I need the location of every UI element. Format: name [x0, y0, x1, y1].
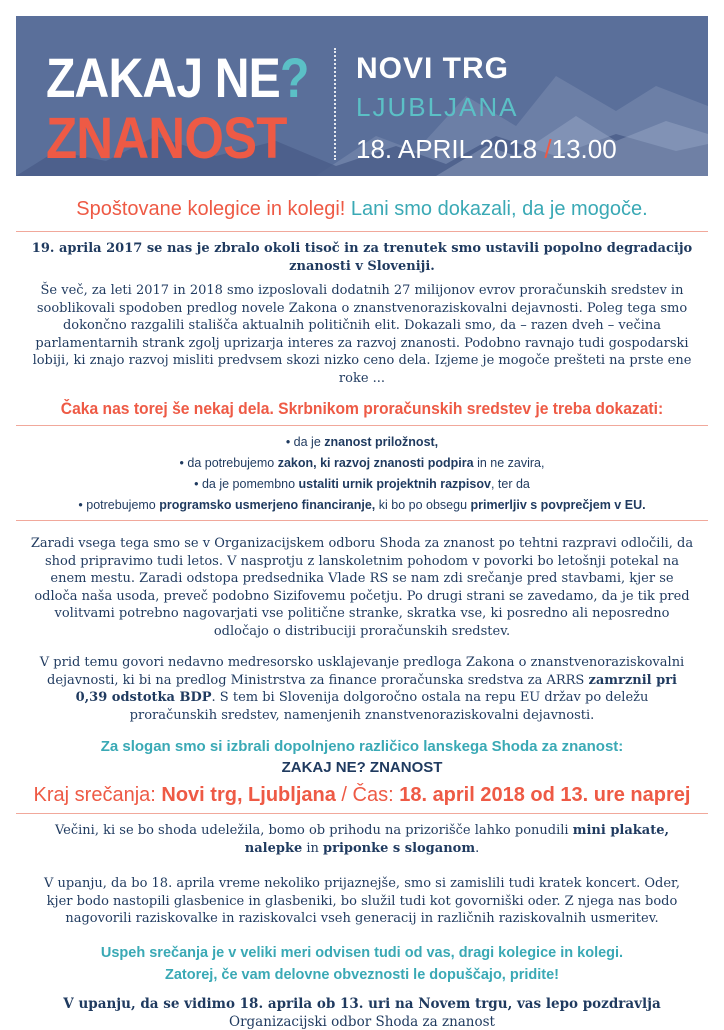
- list-item: • da potrebujemo zakon, ki razvoj znanosti podpira in ne zavira,: [179, 456, 545, 470]
- logo-znanost: ZNANOST: [46, 106, 287, 171]
- lead-paragraph: 19. aprila 2017 se nas je zbralo okoli tisoč in za trenutek smo ustavili popolno degradacijo znanosti v Sloveniji.: [31, 241, 693, 274]
- event-datetime: 18. APRIL 2018 /13.00: [356, 134, 617, 164]
- closing-appeal: [0, 942, 724, 986]
- divider: [16, 425, 708, 426]
- logo-zakaj-ne: ZAKAJ NE?: [46, 46, 309, 109]
- list-item: • da je pomembno ustaliti urnik projektnih razpisov, ter da: [194, 477, 530, 491]
- list-item: • potrebujemo programsko usmerjeno financiranje, ki bo po obsegu primerljiv s povprečjem v EU.: [78, 498, 646, 512]
- header-banner: [16, 16, 708, 176]
- appeal-line: Zatorej, če vam delovne obveznosti le dopuščajo, pridite!: [164, 966, 559, 983]
- closing-greeting: V upanju, da se vidimo 18. aprila ob 13. uri na Novem trgu, vas lepo pozdravlja: [63, 995, 661, 1012]
- event-city: LJUBLJANA: [356, 92, 519, 122]
- slogan: ZAKAJ NE? ZNANOST: [281, 759, 443, 776]
- budget-paragraph: V prid temu govori nedavno medresorsko usklajevanje predloga Zakona o znanstvenoraziskovalni dejavnosti, ki bi na predlog Ministrstva za finance proračunska sredstva za ARRS zamrznil pri 0,39 odstotka BDP. S tem bi Slovenija dolgoročno ostala na repu EU držav po deležu proračunskih sredstev, namenjenih znanstvenoraziskovalni dejavnosti.: [39, 655, 685, 723]
- divider: [16, 520, 708, 521]
- event-place: NOVI TRG: [356, 52, 510, 85]
- decision-paragraph: Zaradi vsega tega smo se v Organizacijskem odboru Shoda za znanost po tehtni razpravi odločili, da shod pripravimo tudi letos. V nasprotju z lanskoletnim pohodom v povorki bo letošnji potekal na enem mestu. Zaradi odstopa predsednika Vlade RS se nam zdi srečanje pred stavbami, kjer se odloča naša usoda, preveč podobno Sizifovemu početju. Po drugi strani se zavedamo, da je tik pred volitvami potrebno nagovarjati vse politične stranke, skratka vse, ki posredno ali neposredno odločajo o distribuciji proračunskih sredstev.: [30, 536, 694, 639]
- greeting: Spoštovane kolegice in kolegi! Lani smo dokazali, da je mogoče.: [76, 198, 648, 220]
- materials-paragraph: Večini, ki se bo shoda udeležila, bomo ob prihodu na prizorišče lahko ponudili mini plakate, nalepke in priponke s sloganom.: [54, 823, 669, 856]
- divider: [16, 813, 708, 814]
- location-time: Kraj srečanja: Novi trg, Ljubljana / Čas: 18. april 2018 od 13. ure naprej: [33, 784, 691, 806]
- demands-heading: Čaka nas torej še nekaj dela. Skrbnikom proračunskih sredstev je treba dokazati:: [60, 399, 664, 418]
- header-divider: [334, 48, 336, 160]
- signature: Organizacijski odbor Shoda za znanost: [229, 1013, 495, 1030]
- slogan-heading: Za slogan smo si izbrali dopolnjeno različico lanskega Shoda za znanost:: [100, 738, 624, 755]
- list-item: • da je znanost priložnost,: [285, 435, 439, 449]
- concert-paragraph: V upanju, da bo 18. aprila vreme nekoliko prijaznejše, smo si zamislili tudi kratek koncert. Oder, kjer bodo nastopili glasbenice in glasbeniki, bo služil tudi kot govorniški oder. Z njega nas bodo nagovorili raziskovalke in raziskovalci vseh generacij in različnih raziskovalnih usmeritev.: [44, 876, 680, 926]
- divider: [16, 231, 708, 232]
- letter-body: [0, 192, 724, 1030]
- intro-paragraph: Še več, za leti 2017 in 2018 smo izposlovali dodatnih 27 milijonov evrov proračunskih sredstev in sooblikovali spodoben predlog novele Zakona o znanstvenoraziskovalni dejavnosti. Poleg tega smo dokončno razgalili stališča aktualnih političnih elit. Dokazali smo, da – razen dveh – večina parlamentarnih strank zgolj uprizarja interes za razvoj znanosti. Podobno ravnajo tudi gospodarski lobiji, ki znajo razvoj misliti predvsem skozi nizko ceno dela. Izjeme je mogoče prešteti na prste ene roke ...: [32, 283, 692, 386]
- appeal-line: Uspeh srečanja je v veliki meri odvisen tudi od vas, dragi kolegice in kolegi.: [100, 944, 624, 961]
- demands-list: [0, 432, 724, 516]
